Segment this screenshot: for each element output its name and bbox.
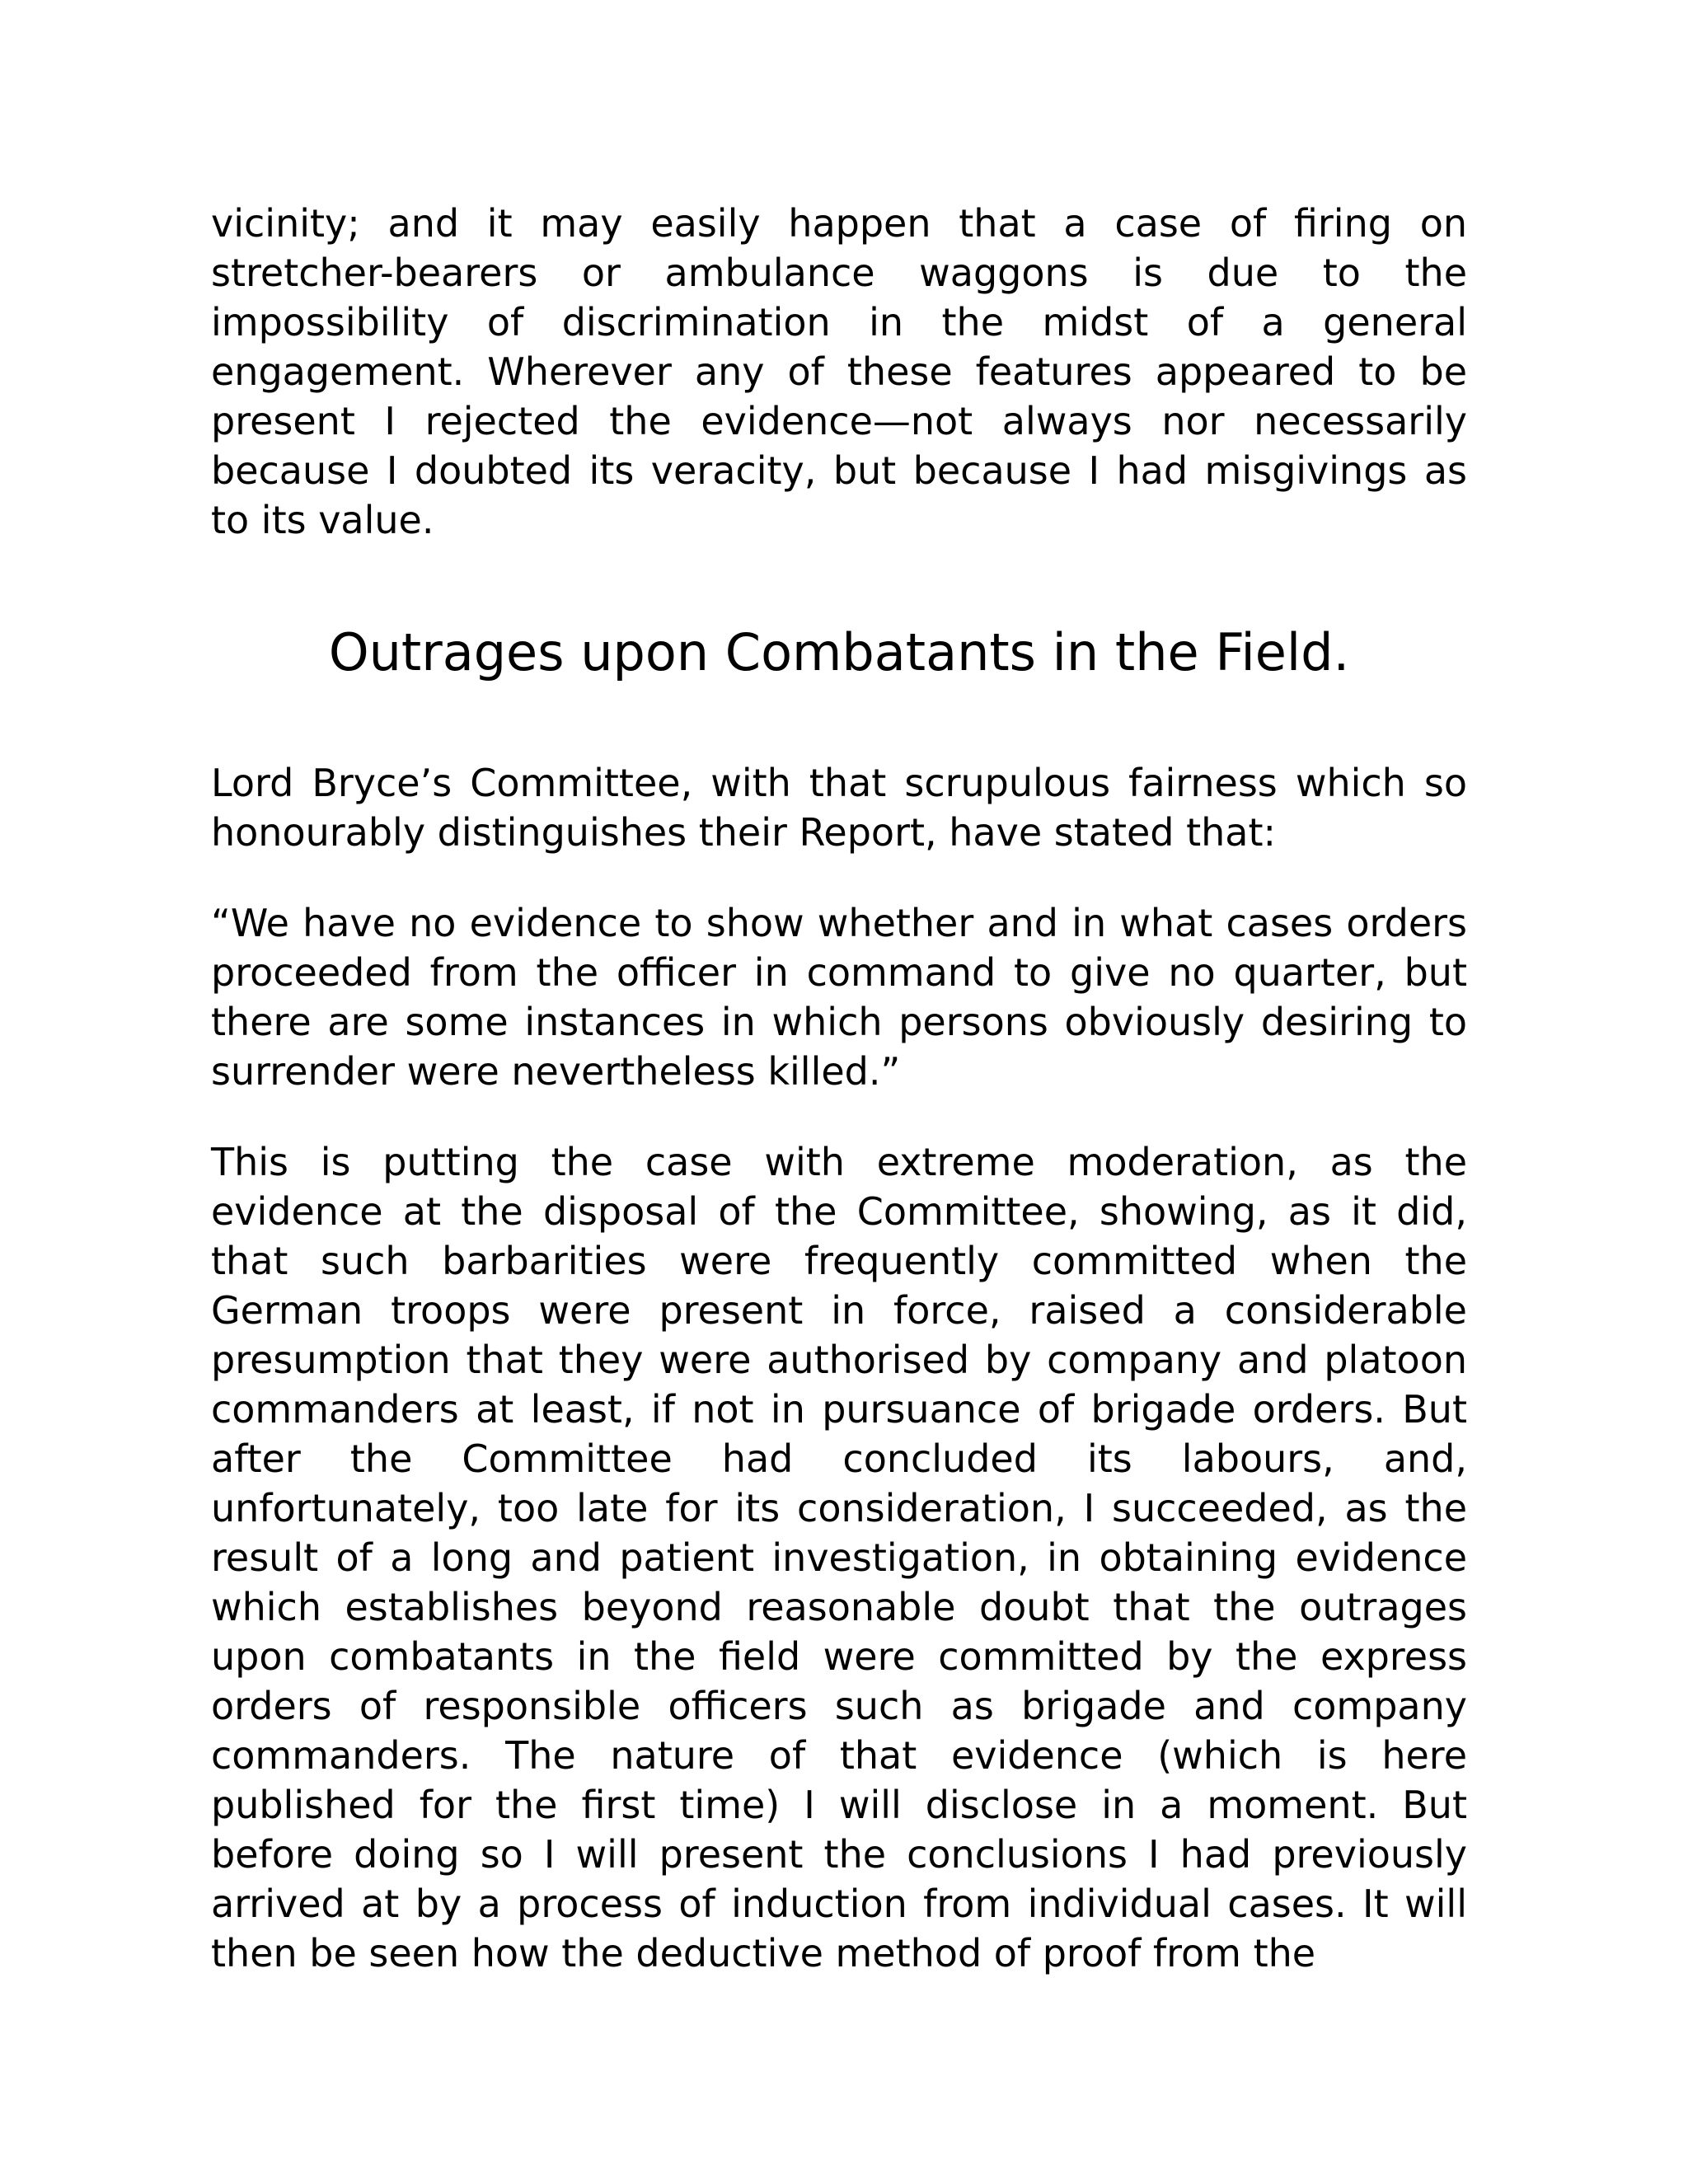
paragraph-main: This is putting the case with extreme moderation, as the evidence at the disposal of the Committee, showing, as it did, that such barbarities were frequently committed when the German troops were present in force, raised a considerable presumption that they were authorised by company and platoon commanders at least, if not in pursuance of brigade orders. But after the Committee had concluded its labours, and, unfortunately, too late for its consideration, I succeeded, as the result of a long and patient investigation, in obtaining evidence which establishes beyond reasonable doubt that the outrages upon combatants in the field were committed by the express orders of responsible officers such as brigade and company commanders. The nature of that evidence (which is here published for the first time) I will disclose in a moment. But before doing so I will present the conclusions I had previously arrived at by a process of induction from individual cases. It will then be seen how the deductive method of proof from the bbox=[211, 1140, 1467, 1975]
section-heading: Outrages upon Combatants in the Field. bbox=[328, 622, 1350, 682]
paragraph-intro: vicinity; and it may easily happen that a case of firing on stretcher-bearers or ambulance waggons is due to the impossibility of discrimination in the midst of a general engagement. Wherever any of these features appeared to be present I rejected the evidence—not always nor necessarily because I doubted its veracity, but because I had misgivings as to its value. bbox=[211, 201, 1467, 542]
quotation-paragraph: “We have no evidence to show whether and in what cases orders proceeded from the officer in command to give no quarter, but there are some instances in which persons obviously desiring to surrender were nevertheless killed.” bbox=[211, 901, 1467, 1094]
paragraph-committee: Lord Bryce’s Committee, with that scrupulous fairness which so honourably distinguishes their Report, have stated that: bbox=[211, 761, 1467, 855]
